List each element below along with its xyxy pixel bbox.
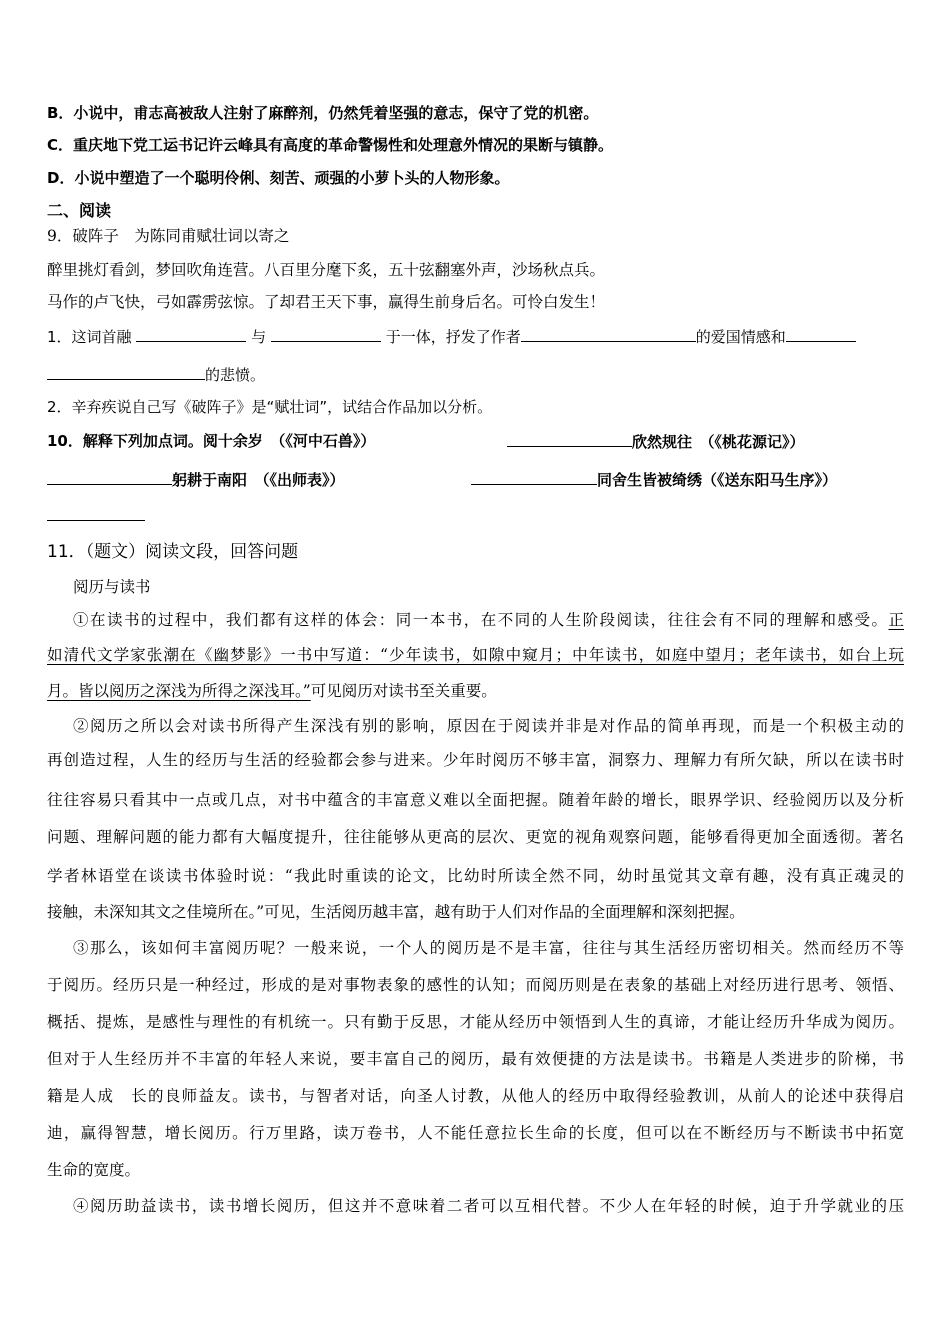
poem-line-1: 醉里挑灯看剑，梦回吹角连营。八百里分麾下炙，五十弦翻塞外声，沙场秋点兵。 (47, 261, 606, 279)
p2-line: 再创造过程，人生的经历与生活的经验都会参与进来。少年时阅历不够丰富，洞察力、理解力有所欠缺，所以在读书时 (47, 751, 904, 769)
answer-blank[interactable] (47, 468, 172, 485)
q11-title: 11．（题文）阅读文段，回答问题 (47, 542, 299, 562)
p3-line: 迪，赢得智慧，增长阅历。行万里路，读万卷书，人不能任意拉长生命的长度，但可以在不断经历与不断读书中拓宽 (47, 1124, 904, 1142)
p3-line: 籍是人成 长的良师益友。读书，与智者对话，向圣人讨教，从他人的经历中取得经验教训，从前人的论述中获得启 (47, 1087, 904, 1105)
p1-line2 (47, 644, 904, 666)
sub1-text: 于一体，抒发了作者 (385, 328, 521, 346)
answer-blank[interactable] (136, 325, 246, 342)
p2-line: 问题、理解问题的能力都有大幅度提升，往往能够从更高的层次、更宽的视角观察问题，能够看得更加全面透彻。著名 (47, 828, 904, 846)
answer-blank[interactable] (521, 325, 696, 342)
q9-sub1-cont (47, 363, 904, 385)
answer-blank[interactable] (271, 325, 381, 342)
choice-c: C．重庆地下党工运书记许云峰具有高度的革命警惕性和处理意外情况的果断与镇静。 (47, 136, 614, 154)
p2-line: 往往容易只看其中一点或几点，对书中蕴含的丰富意义难以全面把握。随着年龄的增长，眼界学识、经验阅历以及分析 (47, 791, 904, 809)
p3-line: 生命的宽度。 (47, 1161, 141, 1179)
choice-d: D．小说中塑造了一个聪明伶俐、刻苦、顽强的小萝卜头的人物形象。 (47, 169, 510, 187)
section-title: 二、阅读 (47, 201, 112, 220)
sub1-prefix: 1．这词首融 (47, 328, 132, 346)
q10-item: 阅十余岁 （《河中石兽》） (202, 432, 376, 450)
article-title: 阅历与读书 (73, 578, 151, 596)
underlined-text: 月。皆以阅历之深浅为所得之深浅耳。” (47, 682, 311, 700)
answer-blank[interactable] (47, 504, 145, 521)
text: ①在读书的过程中，我们都有这样的体会：同一本书，在不同的人生阶段阅读，往往会有不同的理解和感受。 (73, 611, 889, 629)
choice-b: B．小说中，甫志高被敌人注射了麻醉剂，仍然凭着坚强的意志，保守了党的机密。 (47, 104, 599, 122)
p4-line: ④阅历助益读书，读书增长阅历，但这并不意味着二者可以互相代替。不少人在年轻的时候，迫于升学就业的压 (73, 1197, 904, 1215)
text: 可见阅历对读书至关重要。 (310, 682, 497, 700)
p2-line: 学者林语堂在谈读书体验时说：“我此时重读的论文，比幼时所读全然不同，幼时虽觉其文章有趣，没有真正魂灵的 (47, 867, 904, 885)
p2-line: 接触，未深知其文之佳境所在。”可见，生活阅历越丰富，越有助于人们对作品的全面理解和深刻把握。 (47, 903, 745, 921)
p3-line: 概括、提炼，是感性与理性的有机统一。只有勤于反思，才能从经历中领悟到人生的真谛，才能让经历升华成为阅历。 (47, 1013, 904, 1031)
p3-line: 但对于人生经历并不丰富的年轻人来说，要丰富自己的阅历，最有效便捷的方法是读书。书籍是人类进步的阶梯，书 (47, 1050, 904, 1068)
q10-line2 (47, 468, 904, 490)
answer-blank[interactable] (507, 430, 632, 447)
p2-line: ②阅历之所以会对读书所得产生深浅有别的影响，原因在于阅读并非是对作品的简单再现，而是一个积极主动的 (73, 717, 904, 735)
q10-item: 欣然规往 （《桃花源记》） (632, 433, 805, 451)
answer-blank[interactable] (471, 468, 597, 485)
p1-line3 (47, 680, 904, 702)
sub1-text: 与 (251, 328, 267, 346)
p3-line: 于阅历。经历只是一种经过，形成的是对事物表象的感性的认知；而阅历则是在表象的基础上对经历进行思考、领悟、 (47, 976, 904, 994)
p3-line: ③那么，该如何丰富阅历呢？一般来说，一个人的阅历是不是丰富，往往与其生活经历密切相关。然而经历不等 (73, 939, 904, 957)
answer-blank[interactable] (47, 363, 205, 380)
q10-item: 同舍生皆被绮绣（《送东阳马生序》） (597, 471, 838, 489)
underlined-text: 正 (888, 611, 904, 629)
q10-item: 躬耕于南阳 （《出师表》） (172, 471, 345, 489)
sub1-text: 的爱国情感和 (695, 328, 786, 346)
q9-sub2: 2．辛弃疾说自己写《破阵子》是“赋壮词”，试结合作品加以分析。 (47, 398, 493, 416)
poem-line-2: 马作的卢飞快，弓如霹雳弦惊。了却君王天下事，赢得生前身后名。可怜白发生！ (47, 293, 606, 311)
underlined-text: 如清代文学家张潮在《幽梦影》一书中写道：“少年读书，如隙中窥月；中年读书，如庭中望月；老年读书，如台上玩 (47, 646, 904, 664)
answer-blank[interactable] (786, 325, 856, 342)
q9-title: 9．破阵子 为陈同甫赋壮词以寄之 (47, 227, 290, 245)
sub1-suffix: 的悲愤。 (205, 366, 266, 384)
q9-sub1 (47, 325, 904, 347)
p1-line1 (47, 609, 904, 631)
q10-prefix: 10．解释下列加点词。 (47, 432, 203, 450)
q10-line1 (47, 430, 904, 452)
q10-line3 (47, 504, 904, 526)
